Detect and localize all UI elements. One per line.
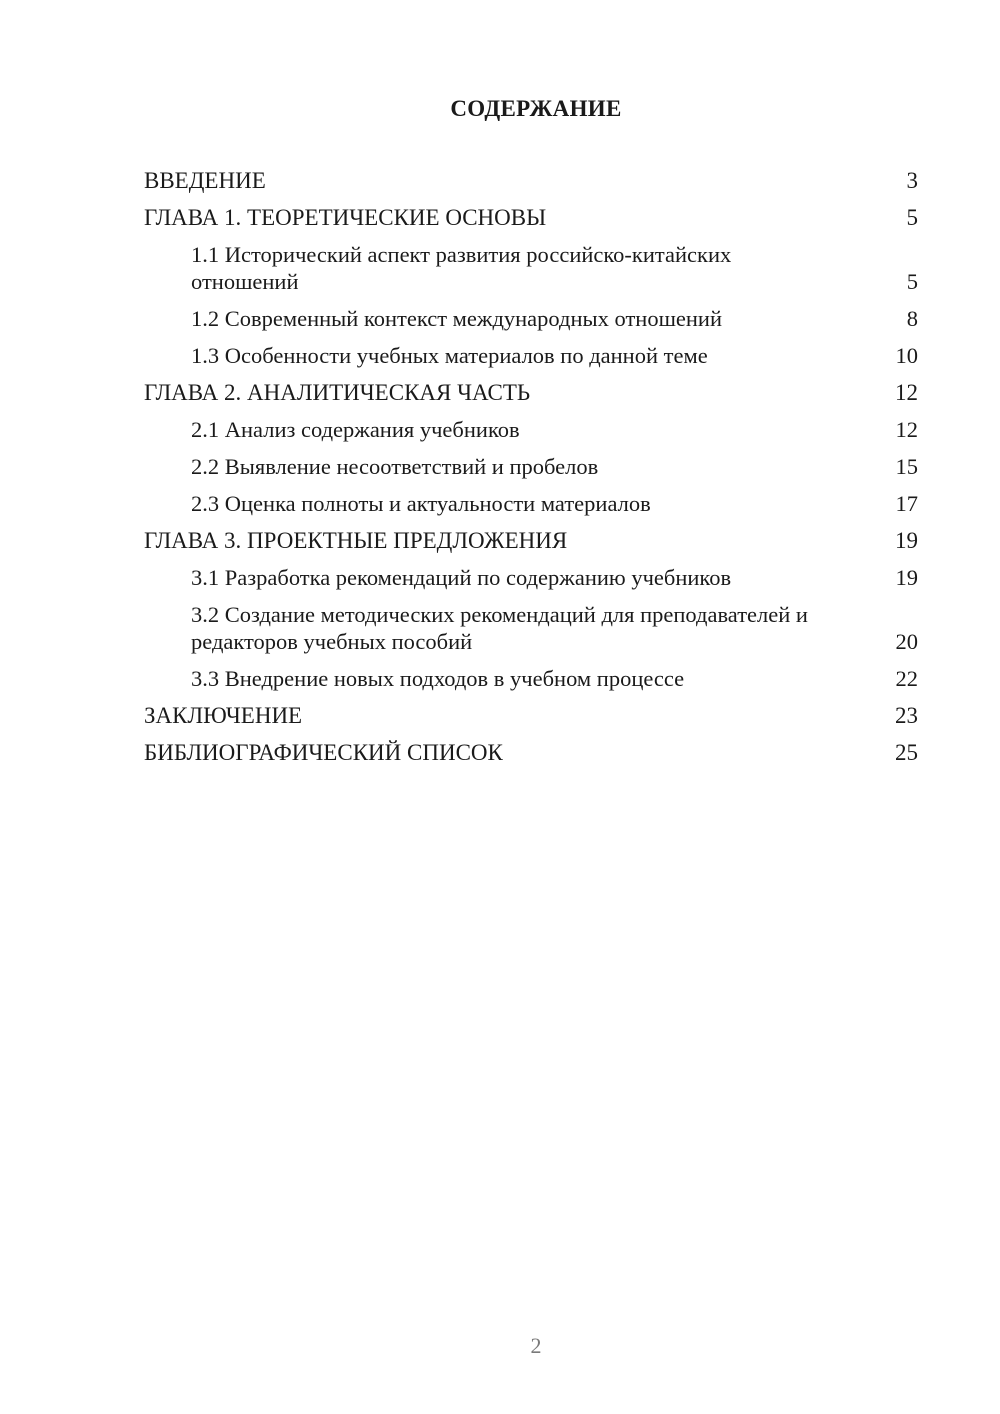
toc-entry-page: 5 xyxy=(906,205,918,230)
toc-entry-page: 8 xyxy=(906,306,918,331)
toc-entry[interactable] xyxy=(144,564,918,591)
toc-entry[interactable] xyxy=(144,416,918,443)
toc-entry-page: 23 xyxy=(895,703,918,728)
toc-entry-page: 10 xyxy=(895,343,918,368)
toc-entry-title: 1.1 Исторический аспект развития российско-китайских отношений xyxy=(191,242,732,294)
toc-entry[interactable] xyxy=(144,342,918,369)
toc-entry-page: 5 xyxy=(906,269,918,294)
toc-entry[interactable] xyxy=(144,739,918,766)
toc-entry[interactable] xyxy=(144,241,918,295)
toc-entry[interactable] xyxy=(144,527,918,554)
toc-entry-title: 3.1 Разработка рекомендаций по содержанию учебников xyxy=(191,565,732,590)
toc-entry-title: 2.1 Анализ содержания учебников xyxy=(191,417,520,442)
toc-entry-page: 19 xyxy=(895,528,918,553)
toc-entry[interactable] xyxy=(144,305,918,332)
toc-entry-title: 3.3 Внедрение новых подходов в учебном процессе xyxy=(191,666,685,691)
toc-entry-title: ВВЕДЕНИЕ xyxy=(144,168,266,193)
toc-entry-title: 1.3 Особенности учебных материалов по данной теме xyxy=(191,343,708,368)
toc-entry-title: ГЛАВА 3. ПРОЕКТНЫЕ ПРЕДЛОЖЕНИЯ xyxy=(144,528,568,553)
toc-entry[interactable] xyxy=(144,490,918,517)
toc-entry[interactable] xyxy=(144,453,918,480)
toc-entry-page: 22 xyxy=(895,666,918,691)
toc-entry-title: 3.2 Создание методических рекомендаций для преподавателей и редакторов учебных пособий xyxy=(191,602,808,654)
toc-entry-page: 19 xyxy=(895,565,918,590)
toc-entry[interactable] xyxy=(144,665,918,692)
toc-entry[interactable] xyxy=(144,702,918,729)
toc-entry[interactable] xyxy=(144,204,918,231)
toc-entry-title: 1.2 Современный контекст международных отношений xyxy=(191,306,723,331)
toc-entry-title: 2.3 Оценка полноты и актуальности материалов xyxy=(191,491,651,516)
page-title: СОДЕРЖАНИЕ xyxy=(450,96,622,121)
toc-entry-page: 15 xyxy=(895,454,918,479)
toc-entry-page: 12 xyxy=(895,417,918,442)
toc-entry-title: ГЛАВА 1. ТЕОРЕТИЧЕСКИЕ ОСНОВЫ xyxy=(144,205,547,230)
table-of-contents xyxy=(144,167,918,776)
toc-entry-page: 3 xyxy=(906,168,918,193)
toc-entry-title: ГЛАВА 2. АНАЛИТИЧЕСКАЯ ЧАСТЬ xyxy=(144,380,531,405)
toc-entry-page: 17 xyxy=(895,491,918,516)
toc-entry-title: БИБЛИОГРАФИЧЕСКИЙ СПИСОК xyxy=(144,740,503,765)
toc-entry-title: 2.2 Выявление несоответствий и пробелов xyxy=(191,454,599,479)
toc-entry-page: 20 xyxy=(895,629,918,654)
toc-entry[interactable] xyxy=(144,379,918,406)
toc-entry-page: 25 xyxy=(895,740,918,765)
page-number: 2 xyxy=(530,1333,542,1358)
toc-entry-page: 12 xyxy=(895,380,918,405)
toc-entry[interactable] xyxy=(144,601,918,655)
toc-entry-title: ЗАКЛЮЧЕНИЕ xyxy=(144,703,303,728)
toc-entry[interactable] xyxy=(144,167,918,194)
